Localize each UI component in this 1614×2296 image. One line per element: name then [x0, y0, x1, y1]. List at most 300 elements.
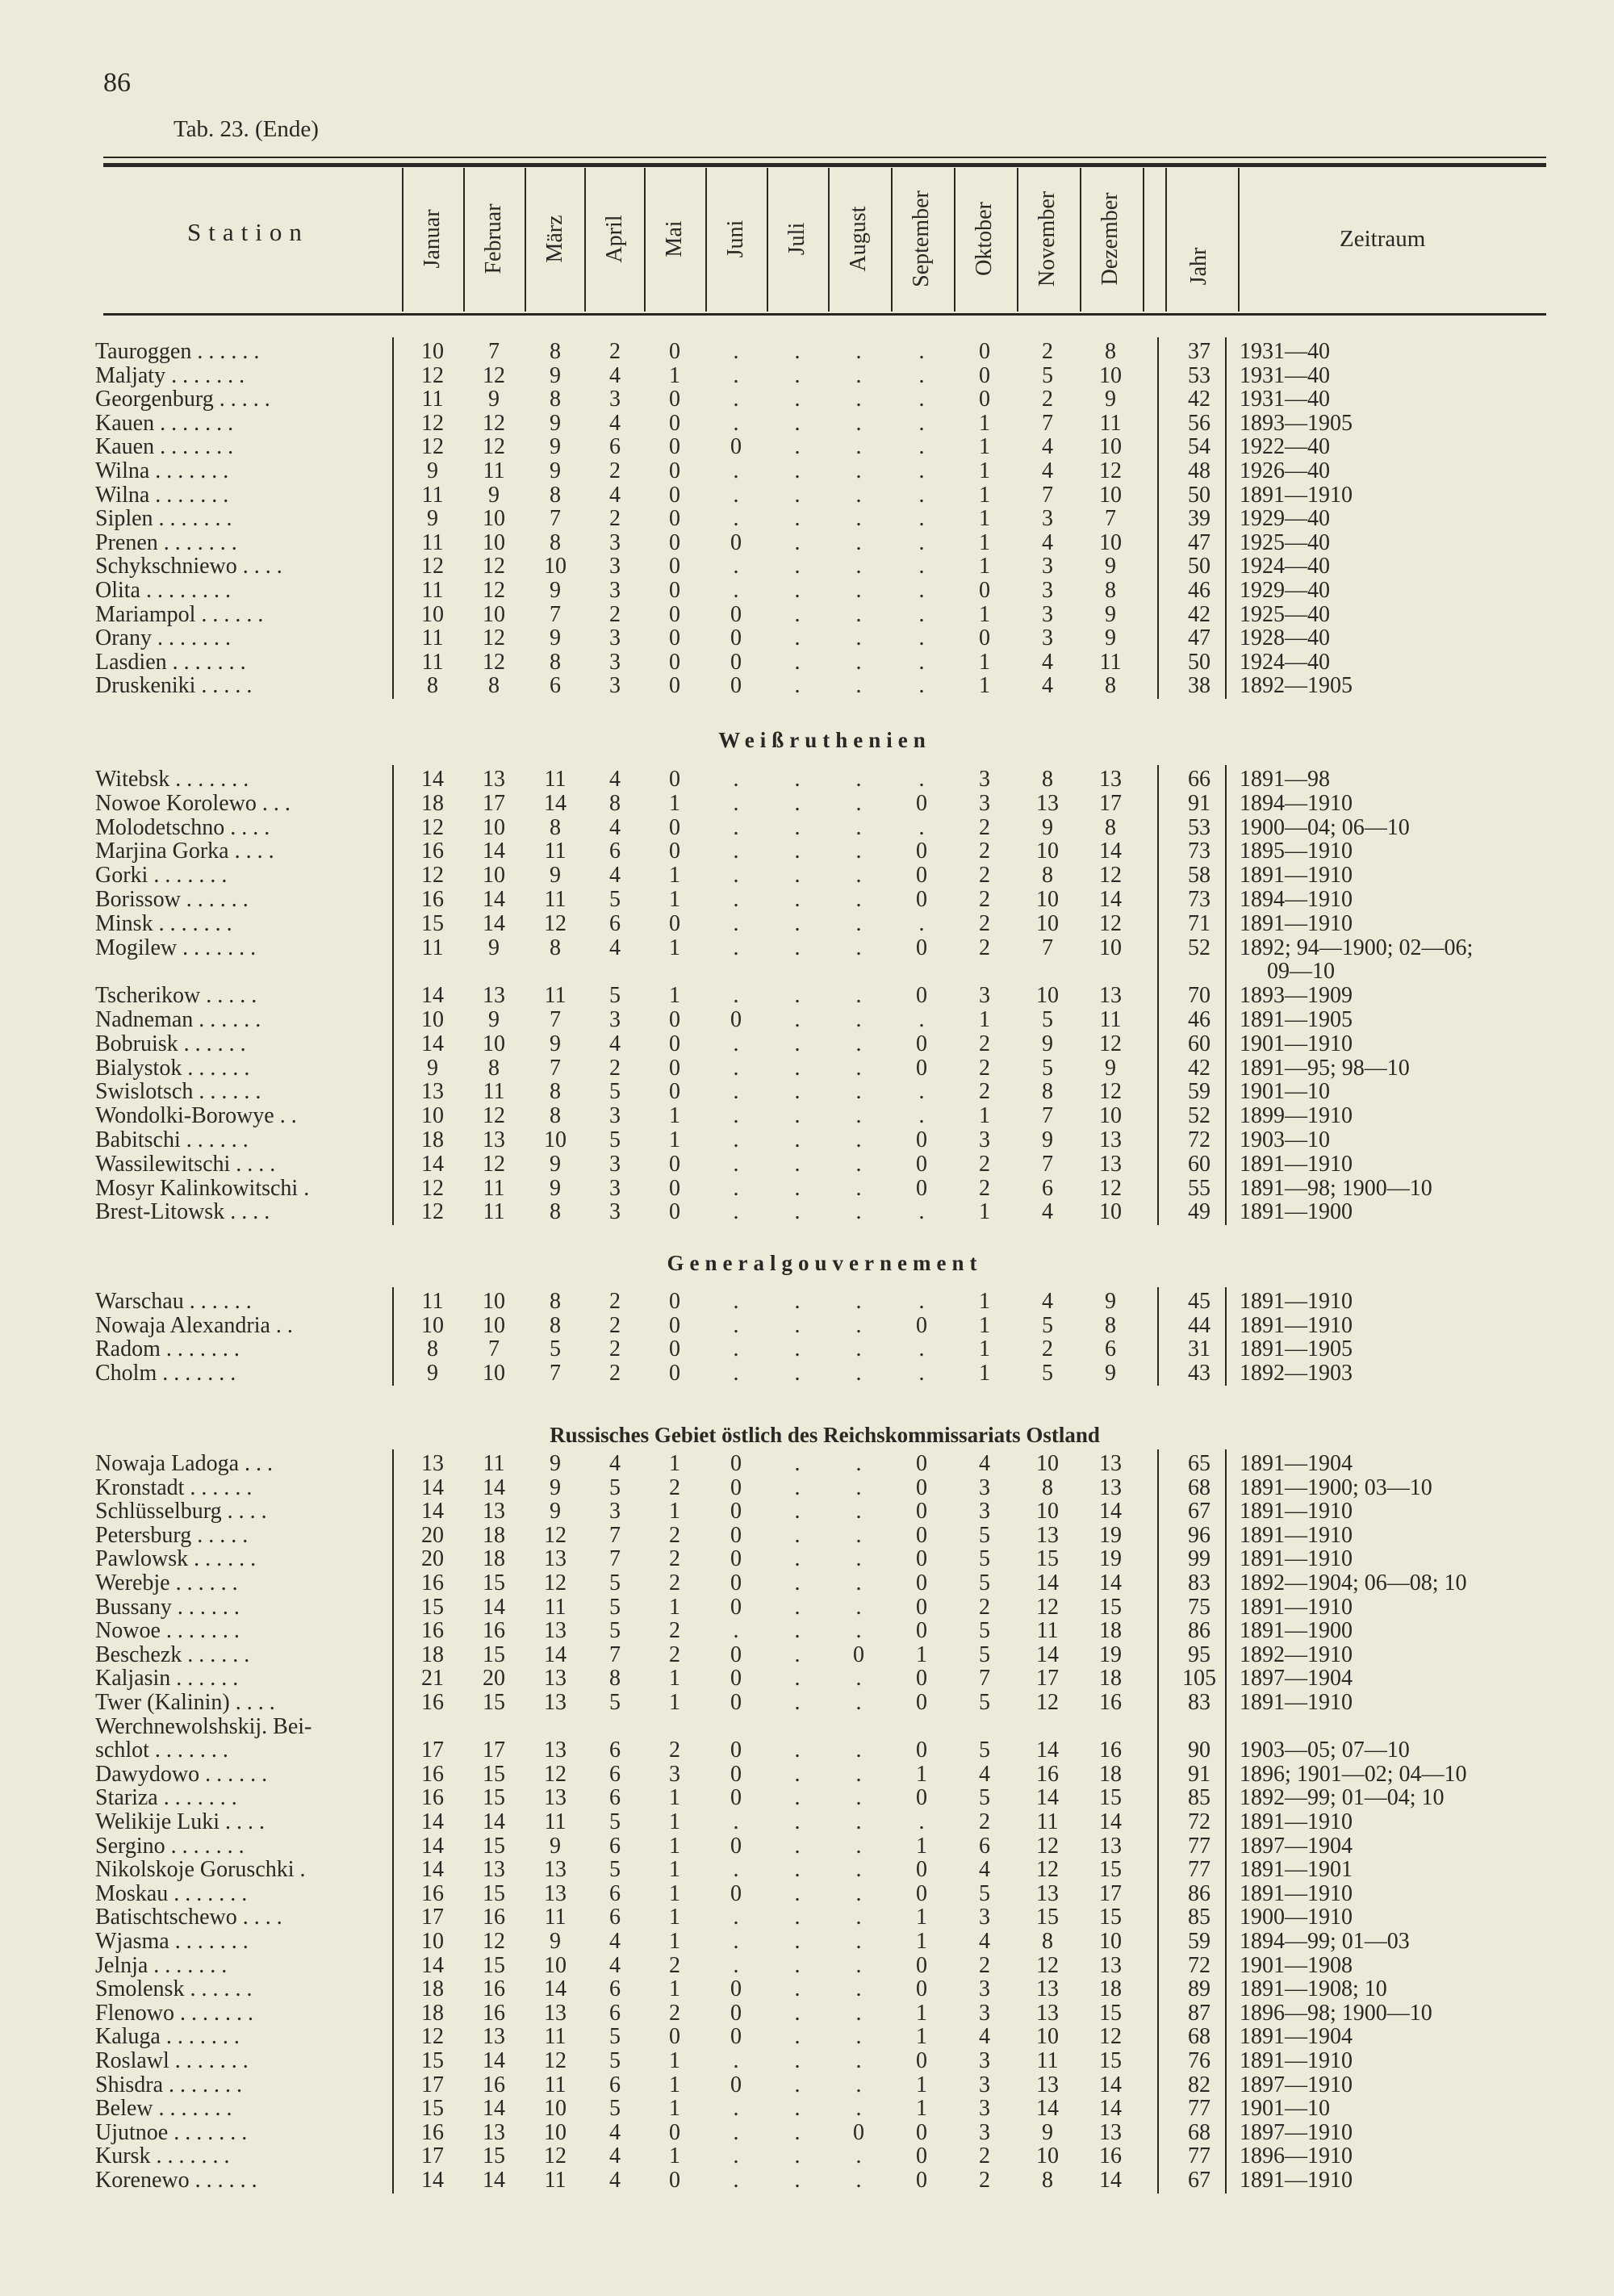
cell-mai: 1	[669, 1880, 680, 1906]
cell-märz: 9	[550, 1451, 561, 1476]
cell-zeitraum: 1924—40	[1240, 554, 1330, 579]
cell-oktober: 5	[979, 1641, 990, 1667]
cell-mai: 1	[669, 1857, 680, 1883]
cell-mai: 0	[669, 1079, 680, 1105]
cell-januar: 16	[421, 1785, 444, 1811]
cell-juli: .	[794, 387, 801, 412]
cell-mai: 0	[669, 1360, 680, 1386]
cell-jahr: 67	[1188, 2168, 1210, 2193]
cell-juli: .	[794, 362, 801, 388]
cell-februar: 14	[483, 1594, 505, 1620]
cell-zeitraum: 1891—1910	[1240, 482, 1353, 508]
cell-august: .	[855, 362, 862, 388]
cell-zeitraum: 1891—1910	[1240, 910, 1353, 936]
cell-februar: 13	[483, 1127, 505, 1152]
table-row	[0, 1056, 1614, 1080]
cell-juni: 0	[730, 1522, 742, 1548]
table-row	[0, 483, 1614, 507]
cell-zeitraum: 1901—10	[1240, 1079, 1330, 1105]
cell-september: 0	[916, 790, 927, 816]
cell-januar: 13	[421, 1079, 444, 1105]
cell-juni: 0	[730, 2024, 742, 2050]
table-row	[0, 625, 1614, 650]
cell-september: .	[918, 339, 925, 364]
cell-dezember: 8	[1105, 339, 1116, 364]
cell-mai: 2	[669, 1618, 680, 1644]
cell-februar: 12	[483, 362, 505, 388]
cell-zeitraum: 1891—1910	[1240, 863, 1353, 889]
cell-zeitraum: 1924—40	[1240, 649, 1330, 675]
cell-november: 5	[1042, 1312, 1053, 1338]
station-name: Moskau . . . . . . .	[95, 1880, 248, 1906]
cell-dezember: 12	[1099, 458, 1122, 483]
cell-september: .	[918, 767, 925, 792]
cell-januar: 14	[421, 1952, 444, 1978]
cell-august: .	[855, 529, 862, 555]
cell-juli: .	[794, 1451, 801, 1476]
header-separator	[584, 168, 586, 312]
cell-august: .	[855, 1289, 862, 1314]
cell-januar: 17	[421, 2143, 444, 2169]
cell-juni: .	[733, 1929, 739, 1954]
column-rule	[1225, 765, 1227, 1225]
header-separator	[644, 168, 646, 312]
cell-märz: 8	[550, 1312, 561, 1338]
cell-mai: 1	[669, 1976, 680, 2002]
cell-september: 0	[916, 1522, 927, 1548]
cell-februar: 13	[483, 1857, 505, 1883]
cell-september: .	[918, 601, 925, 627]
cell-september: 1	[916, 1761, 927, 1787]
cell-dezember: 11	[1099, 410, 1122, 436]
cell-märz: 13	[544, 1857, 567, 1883]
table-row	[0, 2048, 1614, 2072]
cell-juli: .	[794, 601, 801, 627]
cell-november: 7	[1042, 410, 1053, 436]
cell-august: .	[855, 601, 862, 627]
cell-september: 0	[916, 1451, 927, 1476]
cell-november: 10	[1036, 2024, 1059, 2050]
cell-juni: .	[733, 983, 739, 1009]
cell-februar: 16	[483, 2072, 505, 2097]
column-rule	[1157, 1449, 1159, 2194]
cell-mai: 1	[669, 983, 680, 1009]
cell-mai: 0	[669, 529, 680, 555]
cell-november: 11	[1036, 2048, 1059, 2073]
cell-oktober: 2	[979, 935, 990, 960]
cell-mai: 3	[669, 1761, 680, 1787]
column-rule	[1225, 1449, 1227, 2194]
cell-september: 0	[916, 2168, 927, 2193]
cell-juli: .	[794, 1952, 801, 1978]
header-bottom-rule	[103, 313, 1546, 316]
cell-august: .	[855, 2048, 862, 2073]
cell-november: 13	[1036, 1522, 1059, 1548]
cell-zeitraum: 1891—1900	[1240, 1199, 1353, 1225]
cell-dezember: 10	[1099, 529, 1122, 555]
cell-mai: 0	[669, 1289, 680, 1314]
station-name: Georgenburg . . . . .	[95, 387, 270, 412]
cell-juli: .	[794, 1905, 801, 1930]
cell-dezember: 9	[1105, 1055, 1116, 1081]
cell-april: 4	[609, 2119, 621, 2145]
cell-juni: .	[733, 1031, 739, 1056]
table-row	[0, 1152, 1614, 1176]
cell-märz: 8	[550, 529, 561, 555]
cell-oktober: 5	[979, 1738, 990, 1763]
cell-juni: .	[733, 458, 739, 483]
cell-oktober: 1	[979, 1312, 990, 1338]
table-row	[0, 1905, 1614, 1929]
table-row	[0, 1690, 1614, 1714]
cell-august: .	[855, 1761, 862, 1787]
cell-juni: 0	[730, 434, 742, 460]
cell-januar: 16	[421, 2119, 444, 2145]
cell-februar: 10	[483, 863, 505, 889]
cell-november: 2	[1042, 387, 1053, 412]
cell-januar: 12	[421, 1199, 444, 1225]
cell-juli: .	[794, 1055, 801, 1081]
cell-juni: .	[733, 814, 739, 840]
cell-november: 4	[1042, 434, 1053, 460]
station-name: Nowaja Ladoga . . .	[95, 1451, 274, 1476]
cell-september: .	[918, 1360, 925, 1386]
cell-märz: 13	[544, 1690, 567, 1715]
cell-märz: 9	[550, 1929, 561, 1954]
cell-april: 6	[609, 2072, 621, 2097]
station-name: Kauen . . . . . . .	[95, 410, 234, 436]
cell-november: 12	[1036, 1833, 1059, 1859]
cell-februar: 10	[483, 1360, 505, 1386]
cell-jahr: 99	[1188, 1546, 1210, 1572]
cell-juli: .	[794, 1641, 801, 1667]
cell-juli: .	[794, 2119, 801, 2145]
table-row-continuation	[0, 959, 1614, 983]
cell-februar: 10	[483, 1289, 505, 1314]
cell-mai: 1	[669, 1127, 680, 1152]
cell-april: 3	[609, 554, 621, 579]
cell-juni: .	[733, 2168, 739, 2193]
cell-november: 9	[1042, 2119, 1053, 2145]
cell-juni: .	[733, 506, 739, 532]
column-rule	[392, 765, 394, 1225]
cell-januar: 17	[421, 1905, 444, 1930]
table-row	[0, 935, 1614, 960]
cell-juni: 0	[730, 1785, 742, 1811]
cell-november: 10	[1036, 910, 1059, 936]
column-rule	[1157, 337, 1159, 699]
cell-august: .	[855, 839, 862, 864]
cell-august: .	[855, 578, 862, 603]
cell-juni: .	[733, 790, 739, 816]
cell-juni: .	[733, 1360, 739, 1386]
cell-februar: 12	[483, 578, 505, 603]
cell-dezember: 14	[1099, 1499, 1122, 1524]
cell-august: .	[855, 387, 862, 412]
cell-dezember: 7	[1105, 506, 1116, 532]
cell-zeitraum: 1891—1910	[1240, 1546, 1353, 1572]
cell-juli: .	[794, 767, 801, 792]
cell-dezember: 15	[1099, 1905, 1122, 1930]
cell-april: 3	[609, 387, 621, 412]
cell-januar: 10	[421, 1929, 444, 1954]
cell-april: 4	[609, 814, 621, 840]
cell-jahr: 47	[1188, 625, 1210, 651]
cell-januar: 14	[421, 2168, 444, 2193]
cell-juli: .	[794, 2143, 801, 2169]
table-row	[0, 767, 1614, 791]
table-row	[0, 1642, 1614, 1667]
cell-mai: 1	[669, 1499, 680, 1524]
station-name: Bialystok . . . . . .	[95, 1055, 250, 1081]
table-row	[0, 815, 1614, 839]
cell-november: 5	[1042, 1360, 1053, 1386]
cell-märz: 13	[544, 1546, 567, 1572]
cell-juni: .	[733, 1199, 739, 1225]
cell-oktober: 3	[979, 767, 990, 792]
cell-februar: 15	[483, 1570, 505, 1595]
cell-mai: 0	[669, 482, 680, 508]
cell-februar: 16	[483, 1905, 505, 1930]
cell-november: 3	[1042, 578, 1053, 603]
station-name: Minsk . . . . . . .	[95, 910, 232, 936]
cell-april: 3	[609, 649, 621, 675]
cell-zeitraum: 1929—40	[1240, 578, 1330, 603]
cell-oktober: 3	[979, 1499, 990, 1524]
cell-zeitraum: 1891—1910	[1240, 1690, 1353, 1715]
cell-dezember: 19	[1099, 1546, 1122, 1572]
cell-jahr: 73	[1188, 887, 1210, 912]
table-row	[0, 1289, 1614, 1313]
cell-september: 0	[916, 839, 927, 864]
cell-jahr: 54	[1188, 434, 1210, 460]
cell-januar: 16	[421, 1690, 444, 1715]
cell-jahr: 75	[1188, 1594, 1210, 1620]
cell-januar: 14	[421, 1499, 444, 1524]
cell-februar: 8	[488, 673, 500, 699]
cell-januar: 16	[421, 839, 444, 864]
cell-august: .	[855, 1199, 862, 1225]
cell-zeitraum: 1931—40	[1240, 339, 1330, 364]
cell-april: 4	[609, 2143, 621, 2169]
cell-februar: 15	[483, 1785, 505, 1811]
cell-april: 3	[609, 1499, 621, 1524]
cell-jahr: 50	[1188, 554, 1210, 579]
cell-juni: .	[733, 1103, 739, 1129]
cell-november: 12	[1036, 1857, 1059, 1883]
cell-januar: 17	[421, 1738, 444, 1763]
table-row	[0, 554, 1614, 578]
cell-dezember: 14	[1099, 2072, 1122, 2097]
cell-august: .	[855, 887, 862, 912]
cell-september: 0	[916, 863, 927, 889]
cell-september: .	[918, 506, 925, 532]
cell-juli: .	[794, 482, 801, 508]
table-row	[0, 1618, 1614, 1642]
cell-zeitraum: 1901—1910	[1240, 1031, 1353, 1056]
cell-märz: 13	[544, 1666, 567, 1692]
cell-august: .	[855, 482, 862, 508]
cell-juli: .	[794, 2048, 801, 2073]
cell-januar: 11	[421, 1289, 444, 1314]
cell-jahr: 68	[1188, 2024, 1210, 2050]
cell-mai: 0	[669, 1336, 680, 1362]
cell-mai: 0	[669, 2119, 680, 2145]
cell-august: .	[855, 1360, 862, 1386]
cell-oktober: 1	[979, 1103, 990, 1129]
table-row	[0, 1809, 1614, 1834]
month-header-11: Dezember	[1098, 192, 1123, 286]
cell-september: 0	[916, 2143, 927, 2169]
cell-jahr: 66	[1188, 767, 1210, 792]
cell-november: 8	[1042, 863, 1053, 889]
table-row	[0, 1336, 1614, 1361]
cell-august: .	[855, 673, 862, 699]
cell-oktober: 1	[979, 649, 990, 675]
cell-februar: 14	[483, 910, 505, 936]
cell-november: 5	[1042, 1007, 1053, 1032]
cell-märz: 9	[550, 410, 561, 436]
cell-jahr: 53	[1188, 362, 1210, 388]
cell-märz: 5	[550, 1336, 561, 1362]
cell-mai: 0	[669, 387, 680, 412]
cell-mai: 0	[669, 1175, 680, 1201]
cell-dezember: 9	[1105, 601, 1116, 627]
cell-juni: 0	[730, 1976, 742, 2002]
cell-juli: .	[794, 887, 801, 912]
cell-märz: 9	[550, 458, 561, 483]
cell-februar: 11	[483, 1451, 505, 1476]
cell-mai: 1	[669, 1929, 680, 1954]
cell-januar: 10	[421, 1103, 444, 1129]
cell-jahr: 86	[1188, 1618, 1210, 1644]
cell-oktober: 1	[979, 554, 990, 579]
cell-september: 0	[916, 1570, 927, 1595]
cell-juni: 0	[730, 1666, 742, 1692]
cell-august: .	[855, 1312, 862, 1338]
cell-januar: 16	[421, 1880, 444, 1906]
cell-januar: 17	[421, 2072, 444, 2097]
cell-august: .	[855, 1570, 862, 1595]
cell-juli: .	[794, 1690, 801, 1715]
cell-februar: 14	[483, 1474, 505, 1500]
cell-september: .	[918, 1199, 925, 1225]
cell-dezember: 15	[1099, 2000, 1122, 2026]
cell-märz: 11	[544, 1594, 567, 1620]
cell-jahr: 82	[1188, 2072, 1210, 2097]
table-row	[0, 1499, 1614, 1523]
station-name: Kronstadt . . . . . .	[95, 1474, 253, 1500]
cell-oktober: 5	[979, 1522, 990, 1548]
cell-märz: 9	[550, 1151, 561, 1177]
cell-jahr: 42	[1188, 601, 1210, 627]
cell-oktober: 2	[979, 2143, 990, 2169]
cell-april: 4	[609, 767, 621, 792]
cell-jahr: 55	[1188, 1175, 1210, 1201]
table-row	[0, 839, 1614, 863]
cell-april: 5	[609, 1594, 621, 1620]
cell-november: 14	[1036, 1785, 1059, 1811]
station-name: Babitschi . . . . . .	[95, 1127, 249, 1152]
cell-dezember: 13	[1099, 983, 1122, 1009]
cell-januar: 18	[421, 1127, 444, 1152]
cell-juli: .	[794, 339, 801, 364]
table-row	[0, 2024, 1614, 2048]
cell-märz: 10	[544, 2119, 567, 2145]
section-title: Russisches Gebiet östlich des Reichskommissariats Ostland	[550, 1423, 1100, 1447]
cell-september: .	[918, 1079, 925, 1105]
cell-januar: 14	[421, 1833, 444, 1859]
cell-dezember: 13	[1099, 1127, 1122, 1152]
cell-april: 6	[609, 839, 621, 864]
cell-märz: 9	[550, 863, 561, 889]
station-name: Korenewo . . . . . .	[95, 2168, 257, 2193]
cell-jahr: 52	[1188, 1103, 1210, 1129]
cell-zeitraum: 1897—1910	[1240, 2072, 1353, 2097]
cell-september: 0	[916, 935, 927, 960]
cell-zeitraum: 1891—1901	[1240, 1857, 1353, 1883]
cell-märz: 12	[544, 1522, 567, 1548]
cell-november: 2	[1042, 339, 1053, 364]
cell-märz: 11	[544, 1809, 567, 1834]
station-name: Borissow . . . . . .	[95, 887, 249, 912]
cell-dezember: 10	[1099, 1929, 1122, 1954]
cell-april: 7	[609, 1546, 621, 1572]
cell-zeitraum: 1900—04; 06—10	[1240, 814, 1410, 840]
cell-jahr: 85	[1188, 1905, 1210, 1930]
cell-dezember: 14	[1099, 2096, 1122, 2122]
cell-november: 6	[1042, 1175, 1053, 1201]
cell-dezember: 18	[1099, 1618, 1122, 1644]
cell-april: 3	[609, 1103, 621, 1129]
cell-april: 5	[609, 1474, 621, 1500]
cell-zeitraum-continued: 09—10	[1267, 959, 1335, 985]
cell-juli: .	[794, 935, 801, 960]
cell-jahr: 77	[1188, 2096, 1210, 2122]
cell-oktober: 1	[979, 506, 990, 532]
month-header-3: April	[602, 215, 627, 263]
cell-oktober: 3	[979, 2048, 990, 2073]
cell-september: 0	[916, 1499, 927, 1524]
cell-november: 11	[1036, 1809, 1059, 1834]
table-row	[0, 1881, 1614, 1905]
table-row	[0, 1475, 1614, 1499]
cell-februar: 16	[483, 1976, 505, 2002]
cell-dezember: 16	[1099, 2143, 1122, 2169]
cell-april: 6	[609, 1833, 621, 1859]
table-row	[0, 650, 1614, 674]
cell-oktober: 5	[979, 1546, 990, 1572]
cell-april: 4	[609, 482, 621, 508]
cell-november: 13	[1036, 2000, 1059, 2026]
cell-jahr: 59	[1188, 1929, 1210, 1954]
table-row	[0, 2001, 1614, 2025]
cell-februar: 7	[488, 1336, 500, 1362]
cell-oktober: 1	[979, 434, 990, 460]
cell-juli: .	[794, 434, 801, 460]
cell-juli: .	[794, 1809, 801, 1834]
cell-zeitraum: 1891—1904	[1240, 2024, 1353, 2050]
cell-juli: .	[794, 1976, 801, 2002]
cell-januar: 11	[421, 387, 444, 412]
cell-april: 2	[609, 339, 621, 364]
cell-jahr: 76	[1188, 2048, 1210, 2073]
cell-februar: 14	[483, 887, 505, 912]
cell-märz: 9	[550, 1833, 561, 1859]
cell-dezember: 15	[1099, 1785, 1122, 1811]
cell-november: 13	[1036, 1880, 1059, 1906]
cell-juni: .	[733, 1905, 739, 1930]
